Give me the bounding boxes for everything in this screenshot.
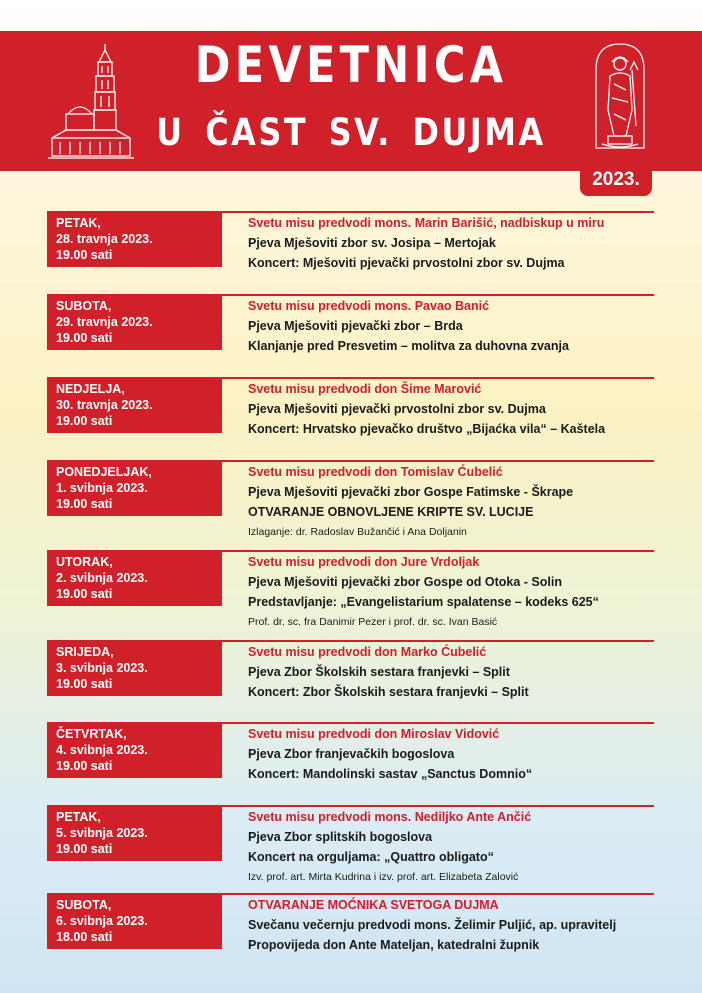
program-line: Pjeva Mješoviti pjevački zbor – Brda (248, 319, 463, 333)
weekday: ČETVRTAK, (56, 727, 127, 741)
time: 19.00 sati (56, 677, 113, 691)
program-line: Koncert: Hrvatsko pjevačko društvo „Bijaćka vila“ – Kaštela (248, 422, 606, 436)
mass-leader: Svetu misu predvodi don Šime Marović (248, 382, 482, 396)
day-entry (0, 550, 702, 630)
program-note: Izv. prof. art. Mirta Kudrina i izv. prof. art. Elizabeta Zalović (248, 871, 519, 883)
date: 3. svibnja 2023. (56, 661, 148, 675)
date: 5. svibnja 2023. (56, 826, 148, 840)
time: 18.00 sati (56, 930, 113, 944)
program-lines (248, 895, 668, 955)
date-box (47, 893, 222, 949)
event-highlight: OTVARANJE MOĆNIKA SVETOGA DUJMA (248, 898, 499, 912)
program-line: Pjeva Mješoviti pjevački zbor Gospe od Otoka - Solin (248, 575, 562, 589)
program-line: Koncert: Mješoviti pjevački prvostolni zbor sv. Dujma (248, 256, 565, 270)
program-line: Pjeva Mješoviti pjevački prvostolni zbor sv. Dujma (248, 402, 546, 416)
date: 6. svibnja 2023. (56, 914, 148, 928)
date-box (47, 294, 222, 350)
date: 1. svibnja 2023. (56, 481, 148, 495)
program-line: Koncert: Mandolinski sastav „Sanctus Domnio“ (248, 767, 533, 781)
program-lines (248, 552, 668, 632)
program-line: OTVARANJE OBNOVLJENE KRIPTE SV. LUCIJE (248, 505, 534, 519)
day-entry (0, 377, 702, 457)
program-line: Pjeva Mješoviti pjevački zbor Gospe Fatimske - Škrape (248, 485, 574, 499)
day-entry (0, 893, 702, 973)
page-title: DEVETNICA (194, 36, 508, 94)
day-entry (0, 640, 702, 720)
program-line: Koncert na orguljama: „Quattro obligato“ (248, 850, 494, 864)
program-lines (248, 724, 668, 784)
program-line: Klanjanje pred Presvetim – molitva za duhovna zvanja (248, 339, 569, 353)
time: 19.00 sati (56, 497, 113, 511)
year-badge: 2023. (580, 160, 652, 196)
day-entry (0, 460, 702, 540)
weekday: PETAK, (56, 216, 101, 230)
program-line: Pjeva Mješoviti zbor sv. Josipa – Mertojak (248, 236, 496, 250)
program-note: Prof. dr. sc. fra Danimir Pezer i prof. dr. sc. Ivan Basić (248, 616, 498, 628)
day-entry (0, 294, 702, 374)
mass-leader: Svetu misu predvodi don Tomislav Ćubelić (248, 465, 503, 479)
time: 19.00 sati (56, 248, 113, 262)
program-lines (248, 213, 668, 273)
program-lines (248, 296, 668, 356)
time: 19.00 sati (56, 587, 113, 601)
weekday: PONEDJELJAK, (56, 465, 152, 479)
date-box (47, 550, 222, 606)
weekday: PETAK, (56, 810, 101, 824)
weekday: SRIJEDA, (56, 645, 114, 659)
date-box (47, 460, 222, 516)
mass-leader: Svetu misu predvodi don Miroslav Vidović (248, 727, 500, 741)
day-entry (0, 805, 702, 885)
date: 2. svibnja 2023. (56, 571, 148, 585)
program-line: Pjeva Zbor franjevačkih bogoslova (248, 747, 455, 761)
program-lines (248, 807, 668, 887)
weekday: SUBOTA, (56, 898, 112, 912)
page-subtitle: U ČAST SV. DUJMA (156, 111, 546, 154)
program-lines (248, 379, 668, 439)
program-line: Propovijeda don Ante Mateljan, katedralni župnik (248, 938, 540, 952)
weekday: NEDJELJA, (56, 382, 125, 396)
mass-leader: Svetu misu predvodi mons. Marin Barišić, nadbiskup u miru (248, 216, 605, 230)
program-line: Pjeva Zbor splitskih bogoslova (248, 830, 433, 844)
weekday: UTORAK, (56, 555, 113, 569)
program-line: Pjeva Zbor Školskih sestara franjevki – Split (248, 665, 510, 679)
program-line: Koncert: Zbor Školskih sestara franjevki – Split (248, 685, 529, 699)
date-box (47, 377, 222, 433)
time: 19.00 sati (56, 331, 113, 345)
day-entry (0, 211, 702, 291)
mass-leader: Svetu misu predvodi mons. Pavao Banić (248, 299, 490, 313)
weekday: SUBOTA, (56, 299, 112, 313)
date: 4. svibnja 2023. (56, 743, 148, 757)
day-entry (0, 722, 702, 802)
time: 19.00 sati (56, 759, 113, 773)
date: 29. travnja 2023. (56, 315, 153, 329)
date-box (47, 211, 222, 267)
date-box (47, 722, 222, 778)
mass-leader: Svetu misu predvodi don Marko Ćubelić (248, 645, 487, 659)
time: 19.00 sati (56, 414, 113, 428)
date-box (47, 640, 222, 696)
program-lines (248, 462, 668, 542)
mass-leader: Svetu misu predvodi don Jure Vrdoljak (248, 555, 480, 569)
date-box (47, 805, 222, 861)
program-lines (248, 642, 668, 702)
mass-leader: Svetu misu predvodi mons. Nediljko Ante Ančić (248, 810, 532, 824)
time: 19.00 sati (56, 842, 113, 856)
program-line: Predstavljanje: „Evangelistarium spalatense – kodeks 625“ (248, 595, 599, 609)
program-line: Svečanu večernju predvodi mons. Želimir Puljić, ap. upravitelj (248, 918, 617, 932)
program-note: Izlaganje: dr. Radoslav Bužančić i Ana Doljanin (248, 526, 467, 538)
date: 30. travnja 2023. (56, 398, 153, 412)
date: 28. travnja 2023. (56, 232, 153, 246)
